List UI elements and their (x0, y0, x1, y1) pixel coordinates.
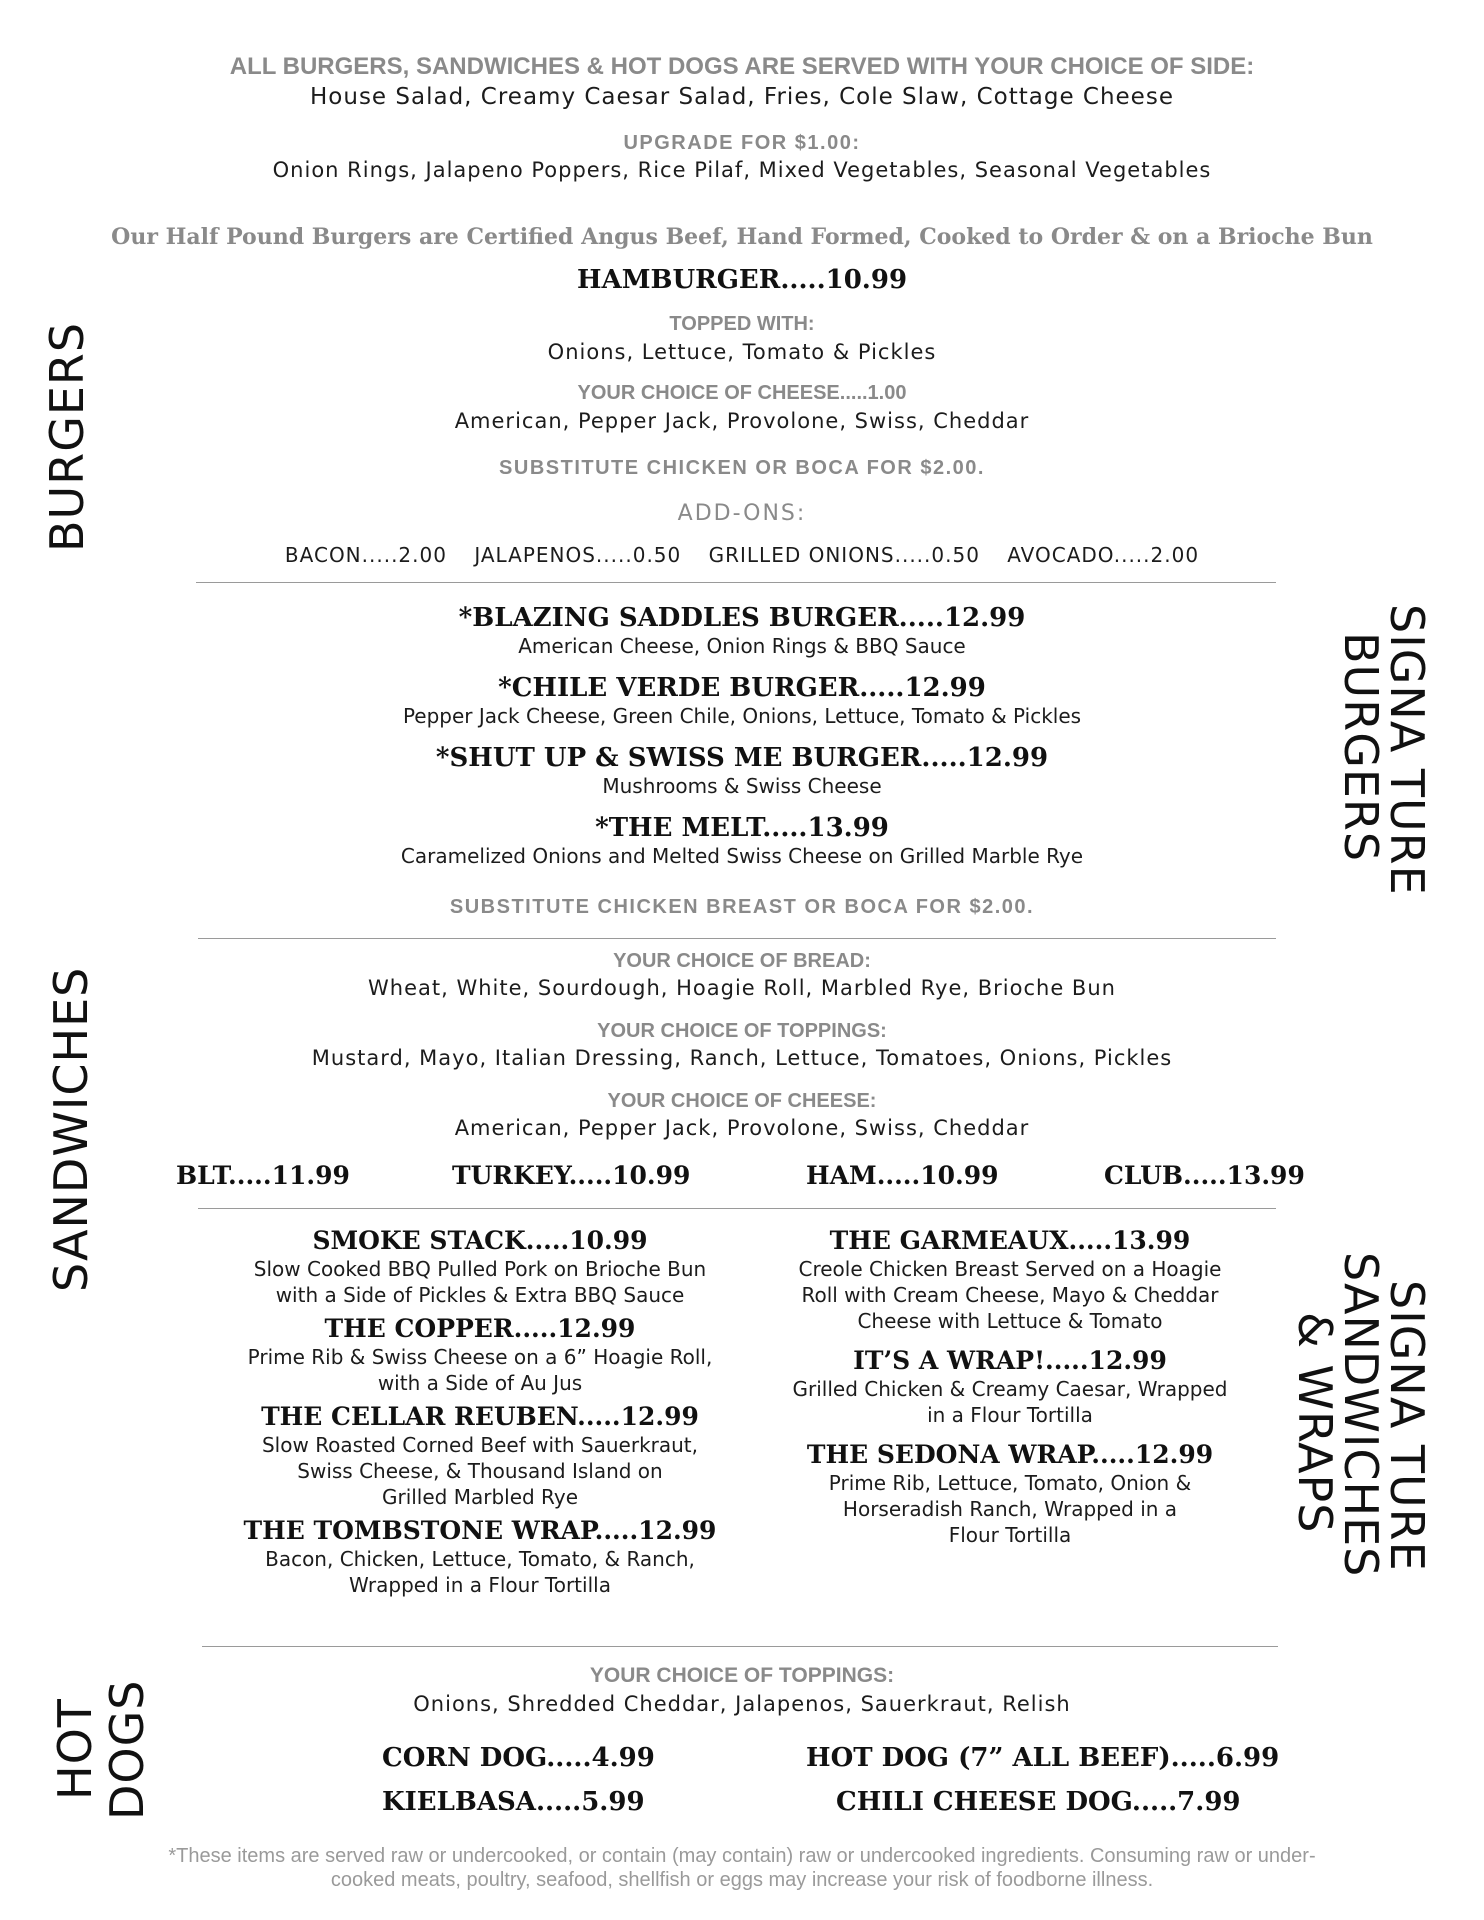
item-the-copper: THE COPPER.....12.99 (324, 1314, 636, 1343)
addon-avocado: AVOCADO.....2.00 (1007, 543, 1200, 567)
item-blt: BLT.....11.99 (176, 1161, 350, 1190)
disclaimer-line-2: cooked meats, poultry, seafood, shellfish or eggs may increase your risk of foodborne illness. (330, 1869, 1154, 1891)
section-label-burgers: BURGERS (40, 321, 94, 552)
sandwich-cheese-heading: YOUR CHOICE OF CHEESE: (607, 1090, 877, 1112)
desc-tombstone-wrap-2: Wrapped in a Flour Tortilla (349, 1573, 611, 1597)
item-sedona-wrap: THE SEDONA WRAP.....12.99 (806, 1440, 1214, 1469)
divider (198, 1208, 1276, 1209)
item-the-garmeaux: THE GARMEAUX.....13.99 (829, 1226, 1191, 1255)
sandwich-cheese-list: American, Pepper Jack, Provolone, Swiss, Cheddar (454, 1116, 1030, 1140)
item-its-a-wrap: IT’S A WRAP!.....12.99 (853, 1346, 1167, 1375)
desc-cellar-reuben-2: Swiss Cheese, & Thousand Island on (297, 1459, 663, 1483)
desc-the-copper-2: with a Side of Au Jus (377, 1371, 583, 1395)
desc-shut-up-swiss: Mushrooms & Swiss Cheese (602, 774, 882, 798)
section-label-signature-sandwiches-2: SANDWICHES (1334, 1252, 1388, 1578)
sides-heading: ALL BURGERS, SANDWICHES & HOT DOGS ARE SERVED WITH YOUR CHOICE OF SIDE: (229, 53, 1255, 80)
topped-heading: TOPPED WITH: (669, 313, 815, 335)
angus-note: Our Half Pound Burgers are Certified Angus Beef, Hand Formed, Cooked to Order & on a Brioche Bun (111, 224, 1373, 250)
item-ham: HAM.....10.99 (806, 1161, 999, 1190)
item-smoke-stack: SMOKE STACK.....10.99 (312, 1226, 648, 1255)
desc-chile-verde: Pepper Jack Cheese, Green Chile, Onions, Lettuce, Tomato & Pickles (402, 704, 1082, 728)
section-label-hot: HOT (48, 1698, 102, 1800)
item-the-melt: *THE MELT.....13.99 (595, 813, 889, 843)
desc-its-a-wrap-2: in a Flour Tortilla (927, 1403, 1093, 1427)
section-label-signature-sandwiches-3: & WRAPS (1288, 1312, 1342, 1534)
addons-row (0, 542, 1484, 568)
divider (198, 938, 1276, 939)
item-shut-up-swiss: *SHUT UP & SWISS ME BURGER.....12.99 (435, 743, 1049, 773)
item-turkey: TURKEY.....10.99 (452, 1161, 691, 1190)
section-label-signature-sandwiches-1: SIGNA TURE (1380, 1280, 1434, 1572)
desc-tombstone-wrap-1: Bacon, Chicken, Lettuce, Tomato, & Ranch, (265, 1547, 695, 1571)
addons-heading: ADD-ONS: (677, 501, 807, 526)
divider (202, 1646, 1278, 1647)
upgrade-list: Onion Rings, Jalapeno Poppers, Rice Pilaf, Mixed Vegetables, Seasonal Vegetables (272, 158, 1212, 182)
item-cellar-reuben: THE CELLAR REUBEN.....12.99 (261, 1402, 699, 1431)
addon-grilled-onions: GRILLED ONIONS.....0.50 (708, 543, 980, 567)
disclaimer-line-1: *These items are served raw or undercooked, or contain (may contain) raw or undercooked ingredients. Consuming raw or under- (168, 1845, 1316, 1867)
desc-cellar-reuben-1: Slow Roasted Corned Beef with Sauerkraut, (261, 1433, 699, 1457)
bread-heading: YOUR CHOICE OF BREAD: (613, 950, 871, 972)
section-label-signature-burgers-2: BURGERS (1334, 632, 1388, 863)
signature-sandwiches-left-column (230, 1226, 730, 1598)
item-hot-dog: HOT DOG (7” ALL BEEF).....6.99 (806, 1743, 1280, 1773)
desc-cellar-reuben-3: Grilled Marbled Rye (381, 1485, 579, 1509)
item-chile-verde: *CHILE VERDE BURGER.....12.99 (498, 673, 986, 703)
signature-sandwiches-right-column (760, 1226, 1260, 1548)
divider (196, 582, 1276, 583)
item-club: CLUB.....13.99 (1104, 1161, 1305, 1190)
desc-blazing-saddles: American Cheese, Onion Rings & BBQ Sauce (518, 634, 966, 658)
signature-substitute-note: SUBSTITUTE CHICKEN BREAST OR BOCA FOR $2.00. (449, 896, 1035, 918)
sandwich-toppings-list: Mustard, Mayo, Italian Dressing, Ranch, Lettuce, Tomatoes, Onions, Pickles (311, 1046, 1173, 1070)
upgrade-heading: UPGRADE FOR $1.00: (623, 132, 861, 154)
sandwich-toppings-heading: YOUR CHOICE OF TOPPINGS: (597, 1020, 887, 1042)
hotdog-toppings-list: Onions, Shredded Cheddar, Jalapenos, Sauerkraut, Relish (413, 1692, 1071, 1716)
sides-list: House Salad, Creamy Caesar Salad, Fries, Cole Slaw, Cottage Cheese (310, 84, 1174, 110)
desc-sedona-wrap-2: Horseradish Ranch, Wrapped in a (842, 1497, 1178, 1521)
section-label-signature-burgers-1: SIGNA TURE (1380, 604, 1434, 896)
item-kielbasa: KIELBASA.....5.99 (382, 1787, 645, 1817)
burger-cheese-list: American, Pepper Jack, Provolone, Swiss, Cheddar (454, 409, 1030, 433)
item-tombstone-wrap: THE TOMBSTONE WRAP.....12.99 (243, 1516, 717, 1545)
hotdog-toppings-heading: YOUR CHOICE OF TOPPINGS: (589, 1664, 895, 1687)
desc-smoke-stack-2: with a Side of Pickles & Extra BBQ Sauce (275, 1283, 685, 1307)
desc-its-a-wrap-1: Grilled Chicken & Creamy Caesar, Wrapped (792, 1377, 1228, 1401)
bread-list: Wheat, White, Sourdough, Hoagie Roll, Marbled Rye, Brioche Bun (368, 976, 1116, 1000)
item-chili-cheese-dog: CHILI CHEESE DOG.....7.99 (836, 1787, 1241, 1817)
item-corn-dog: CORN DOG.....4.99 (382, 1743, 655, 1773)
addon-bacon: BACON.....2.00 (284, 543, 447, 567)
desc-the-melt: Caramelized Onions and Melted Swiss Cheese on Grilled Marble Rye (400, 844, 1084, 868)
section-label-dogs: DOGS (100, 1679, 154, 1820)
topped-list: Onions, Lettuce, Tomato & Pickles (547, 340, 937, 364)
section-label-sandwiches: SANDWICHES (44, 966, 98, 1292)
desc-the-garmeaux-3: Cheese with Lettuce & Tomato (857, 1309, 1163, 1333)
desc-the-garmeaux-1: Creole Chicken Breast Served on a Hoagie (798, 1257, 1222, 1281)
desc-the-copper-1: Prime Rib & Swiss Cheese on a 6” Hoagie Roll, (247, 1345, 713, 1369)
burger-cheese-heading: YOUR CHOICE OF CHEESE.....1.00 (577, 382, 907, 404)
desc-sedona-wrap-3: Flour Tortilla (948, 1523, 1072, 1547)
item-blazing-saddles: *BLAZING SADDLES BURGER.....12.99 (458, 603, 1026, 633)
addon-jalapenos: JALAPENOS.....0.50 (474, 543, 682, 567)
hamburger-item: HAMBURGER.....10.99 (576, 265, 908, 295)
burger-substitute-note: SUBSTITUTE CHICKEN OR BOCA FOR $2.00. (499, 457, 985, 479)
desc-smoke-stack-1: Slow Cooked BBQ Pulled Pork on Brioche Bun (253, 1257, 707, 1281)
desc-the-garmeaux-2: Roll with Cream Cheese, Mayo & Cheddar (801, 1283, 1219, 1307)
desc-sedona-wrap-1: Prime Rib, Lettuce, Tomato, Onion & (828, 1471, 1192, 1495)
